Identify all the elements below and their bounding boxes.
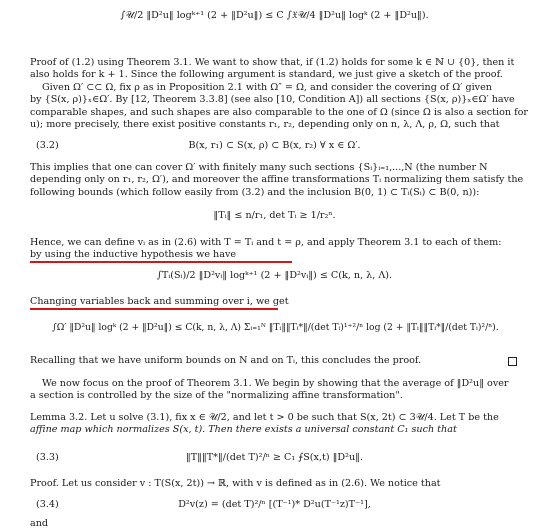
text-line-10: Hence, we can define vᵢ as in (2.6) with T = Tᵢ and t = ρ, and apply Theorem 3.1 to each of them: [30,237,502,248]
equation-bounds: ‖Tᵢ‖ ≤ n/r₁, det Tᵢ ≥ 1/r₂ⁿ. [213,210,336,221]
equation-top: ∫𝒰/2 ‖D²u‖ logᵏ⁺¹ (2 + ‖D²u‖) ≤ C ∫𝔛𝒰/4 ‖D²u‖ logᵏ (2 + ‖D²u‖). [120,10,429,21]
text-line-16: Proof. Let us consider v : T(S(x, 2t)) → ℝ, with v is defined as in (2.6). We notice that [30,478,441,489]
proof-line-4: by {S(x, ρ)}ₓ∈Ω′. By [12, Theorem 3.3.8] (see also [10, Condition A]) all sections {S(x, ρ)}ₓ∈Ω′ have [30,94,515,105]
text-line-12: Changing variables back and summing over i, we get [30,296,289,307]
qed-square-icon [508,357,517,366]
proof-line-2: also holds for k + 1. Since the following argument is standard, we just give a sketch of the proof. [30,69,503,80]
text-line-15: a section is controlled by the size of the "normalizing affine transformation". [30,390,403,401]
highlight-underline-1 [30,261,292,263]
equation-label-3-3: (3.3) [36,452,59,463]
text-line-7: This implies that one can cover Ω′ with finitely many such sections {Sᵢ}ᵢ₌₁,...,N (the number N [30,162,488,173]
text-line-14: We now focus on the proof of Theorem 3.1. We begin by showing that the average of ‖D²u‖ over [42,378,509,389]
equation-label-3-4: (3.4) [36,499,59,510]
text-line-9: following bounds (which follow easily from (3.2) and the inclusion B(0, 1) ⊂ Tᵢ(Sᵢ) ⊂ B(0, n)): [30,187,480,198]
equation-3-4: D²v(z) = (det T)²/ⁿ [(T⁻¹)* D²u(T⁻¹z)T⁻¹], [178,499,371,510]
equation-label-3-2: (3.2) [36,140,59,151]
highlight-underline-2 [30,308,278,310]
lemma-line-2: affine map which normalizes S(x, t). Then there exists a universal constant C₁ such that [30,424,457,435]
equation-3-2: B(x, r₁) ⊂ S(x, ρ) ⊂ B(x, r₂) ∀ x ∈ Ω′. [188,140,361,151]
text-line-8: depending only on r₁, r₂, Ω′), and moreover the affine transformations Tᵢ normalizing them satisfy the [30,174,524,185]
proof-line-6: u); more precisely, there exist positive constants r₁, r₂, depending only on n, λ, Λ, ρ, Ω, such that [30,119,500,130]
proof-line-5: comparable shapes, and such shapes are also comparable to the one of Ω (since Ω is also a section for [30,107,529,118]
equation-3-3: ‖T‖‖T*‖/(det T)²/ⁿ ≥ C₁ ⨍S(x,t) ‖D²u‖. [185,452,363,463]
text-line-17: and [30,518,49,529]
text-line-13: Recalling that we have uniform bounds on N and on Tᵢ, this concludes the proof. [30,355,422,366]
text-line-11: by using the inductive hypothesis we have [30,249,237,260]
equation-vi: ∫Tᵢ(Sᵢ)/2 ‖D²vᵢ‖ logᵏ⁺¹ (2 + ‖D²vᵢ‖) ≤ C(k, n, λ, Λ). [156,270,393,281]
proof-line-1: Proof of (1.2) using Theorem 3.1. We want to show that, if (1.2) holds for some k ∈ ℕ ∪ {0}, then it [30,57,515,68]
lemma-line-1: Lemma 3.2. Let u solve (3.1), fix x ∈ 𝒰/2, and let t > 0 be such that S(x, 2t) ⊂ 3𝒰/4. Let T be the [30,412,499,423]
equation-sum: ∫Ω′ ‖D²u‖ logᵏ (2 + ‖D²u‖) ≤ C(k, n, λ, Λ) Σᵢ₌₁ᴺ ‖Tᵢ‖‖Tᵢ*‖/(det Tᵢ)¹⁺²/ⁿ log (2 + ‖Tᵢ‖‖Tᵢ*‖/(det Tᵢ)²/ⁿ). [52,322,499,333]
proof-line-3: Given Ω′ ⊂⊂ Ω, fix ρ as in Proposition 2.1 with Ω″ = Ω, and consider the covering of Ω′ given [42,82,492,93]
